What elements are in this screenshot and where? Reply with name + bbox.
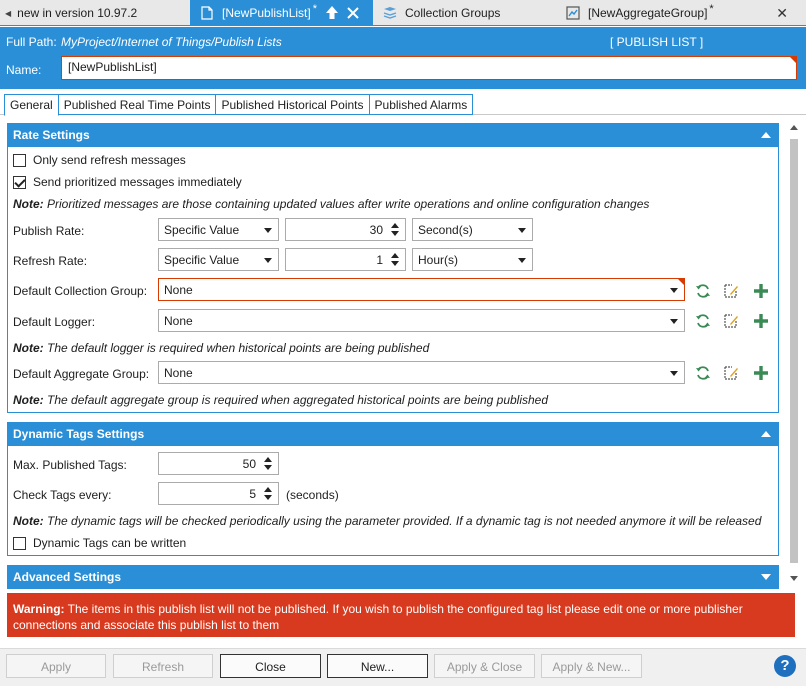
checkbox-box[interactable] <box>13 154 26 167</box>
spin-up-icon[interactable] <box>264 457 272 462</box>
add-icon[interactable] <box>753 365 769 381</box>
warning-text-line1: The items in this publish list will not be published. If you wish to publish the configured tag list please edit one or more publisher <box>67 602 743 616</box>
spin-down-icon[interactable] <box>391 231 399 236</box>
document-tabstrip <box>0 0 806 26</box>
checkbox-label: Dynamic Tags can be written <box>33 536 187 550</box>
validation-error-marker <box>678 279 684 285</box>
name-value: [NewPublishList] <box>68 60 157 74</box>
add-icon[interactable] <box>753 283 769 299</box>
vertical-scrollbar[interactable] <box>788 121 800 585</box>
tab-published-real-time-points[interactable]: Published Real Time Points <box>59 94 217 115</box>
spin-down-icon[interactable] <box>264 465 272 470</box>
refresh-rate-value-stepper[interactable]: 1 <box>285 248 406 271</box>
name-input[interactable] <box>61 56 797 80</box>
tab-new-in-version[interactable] <box>0 0 190 26</box>
section-title: Dynamic Tags Settings <box>13 427 145 441</box>
add-icon[interactable] <box>753 313 769 329</box>
default-collection-group-label: Default Collection Group: <box>13 284 148 298</box>
tab-label: new in version 10.97.2 <box>17 6 138 20</box>
default-logger-select[interactable]: None <box>158 309 685 332</box>
tab-published-historical-points[interactable]: Published Historical Points <box>216 94 369 115</box>
help-icon[interactable]: ? <box>774 655 796 677</box>
aggregate-note: Note: The default aggregate group is required when aggregated historical points are being published <box>13 393 549 407</box>
chevron-down-icon <box>670 319 678 324</box>
default-aggregate-group-label: Default Aggregate Group: <box>13 367 150 381</box>
refresh-icon[interactable] <box>695 283 711 299</box>
document-icon <box>200 6 214 20</box>
warning-banner <box>7 593 795 637</box>
publish-rate-value-stepper[interactable]: 30 <box>285 218 406 241</box>
new-button[interactable]: New... <box>327 654 428 678</box>
edit-icon[interactable] <box>723 313 739 329</box>
refresh-rate-label: Refresh Rate: <box>13 254 88 268</box>
scroll-thumb[interactable] <box>790 139 798 563</box>
prioritized-note: Note: Prioritized messages are those containing updated values after write operations and online configuration changes <box>13 197 650 211</box>
chevron-down-icon <box>264 258 272 263</box>
chevron-down-icon <box>670 371 678 376</box>
section-title: Advanced Settings <box>13 570 122 584</box>
dynamic-tags-note: Note: The dynamic tags will be checked periodically using the parameter provided. If a dynamic tag is not needed anymore it will be released <box>13 514 762 528</box>
edit-icon[interactable] <box>723 283 739 299</box>
checkbox-box[interactable] <box>13 537 26 550</box>
header-bar <box>0 27 806 89</box>
apply-close-button[interactable]: Apply & Close <box>434 654 535 678</box>
default-aggregate-group-select[interactable]: None <box>158 361 685 384</box>
pin-icon[interactable] <box>325 5 339 21</box>
publish-rate-mode-select[interactable]: Specific Value <box>158 218 279 241</box>
validation-error-marker <box>790 57 796 63</box>
warning-title: Warning: <box>13 602 65 616</box>
chevron-down-icon <box>518 258 526 263</box>
max-published-tags-stepper[interactable]: 50 <box>158 452 279 475</box>
full-path-label: Full Path: <box>6 35 57 49</box>
close-icon[interactable]: ✕ <box>776 5 788 21</box>
edit-icon[interactable] <box>723 365 739 381</box>
item-type-label: [ PUBLISH LIST ] <box>610 35 704 49</box>
refresh-button[interactable]: Refresh <box>113 654 213 678</box>
expand-icon[interactable] <box>761 574 771 580</box>
check-tags-unit: (seconds) <box>286 488 339 502</box>
advanced-settings-header[interactable] <box>7 565 779 589</box>
sub-tabs <box>4 94 473 115</box>
apply-button[interactable]: Apply <box>6 654 106 678</box>
full-path-link[interactable]: MyProject/Internet of Things/Publish Lists <box>61 35 282 49</box>
tab-collection-groups[interactable] <box>373 0 558 26</box>
refresh-rate-mode-select[interactable]: Specific Value <box>158 248 279 271</box>
chevron-down-icon <box>518 228 526 233</box>
scroll-down-icon[interactable] <box>790 576 798 581</box>
only-refresh-checkbox[interactable] <box>13 153 186 167</box>
logger-note: Note: The default logger is required when historical points are being published <box>13 341 430 355</box>
publish-rate-label: Publish Rate: <box>13 224 85 238</box>
rate-settings-header[interactable] <box>7 123 779 147</box>
scroll-up-icon[interactable] <box>790 125 798 130</box>
close-button[interactable]: Close <box>220 654 321 678</box>
chevron-down-icon <box>670 288 678 293</box>
default-logger-label: Default Logger: <box>13 315 96 329</box>
apply-new-button[interactable]: Apply & New... <box>541 654 642 678</box>
button-bar <box>0 648 806 686</box>
publish-rate-unit-select[interactable]: Second(s) <box>412 218 533 241</box>
modified-indicator: * <box>312 3 317 15</box>
aggregate-group-icon <box>566 6 580 20</box>
spin-up-icon[interactable] <box>391 223 399 228</box>
check-tags-every-label: Check Tags every: <box>13 488 112 502</box>
refresh-icon[interactable] <box>695 313 711 329</box>
checkbox-box[interactable] <box>13 176 26 189</box>
collection-groups-icon <box>383 6 397 20</box>
name-label: Name: <box>6 63 42 77</box>
modified-indicator: * <box>709 3 714 15</box>
chevron-left-icon: ◀ <box>5 8 12 18</box>
tab-label: [NewPublishList] <box>222 6 311 20</box>
tab-new-publish-list[interactable] <box>190 0 373 26</box>
spin-up-icon[interactable] <box>391 253 399 258</box>
spin-up-icon[interactable] <box>264 487 272 492</box>
checkbox-label: Send prioritized messages immediately <box>33 175 242 189</box>
check-tags-every-stepper[interactable]: 5 <box>158 482 279 505</box>
default-collection-group-select[interactable]: None <box>158 278 685 301</box>
tab-general[interactable]: General <box>4 94 59 116</box>
tab-new-aggregate-group[interactable] <box>558 0 806 26</box>
tab-published-alarms[interactable]: Published Alarms <box>370 94 474 115</box>
tab-label: [NewAggregateGroup] <box>588 6 708 20</box>
dynamic-tags-header[interactable] <box>7 422 779 446</box>
tab-label: Collection Groups <box>405 6 501 20</box>
dynamic-tags-writable-checkbox[interactable] <box>13 536 186 550</box>
checkbox-label: Only send refresh messages <box>33 153 186 167</box>
chevron-down-icon <box>264 228 272 233</box>
collapse-icon[interactable] <box>761 132 771 138</box>
close-tab-icon[interactable] <box>347 7 359 19</box>
send-prioritized-checkbox[interactable] <box>13 175 242 189</box>
max-published-tags-label: Max. Published Tags: <box>13 458 127 472</box>
spin-down-icon[interactable] <box>391 261 399 266</box>
refresh-icon[interactable] <box>695 365 711 381</box>
spin-down-icon[interactable] <box>264 495 272 500</box>
refresh-rate-unit-select[interactable]: Hour(s) <box>412 248 533 271</box>
section-title: Rate Settings <box>13 128 90 142</box>
warning-text-line2: connections and associate this publish list to them <box>13 618 280 632</box>
collapse-icon[interactable] <box>761 431 771 437</box>
